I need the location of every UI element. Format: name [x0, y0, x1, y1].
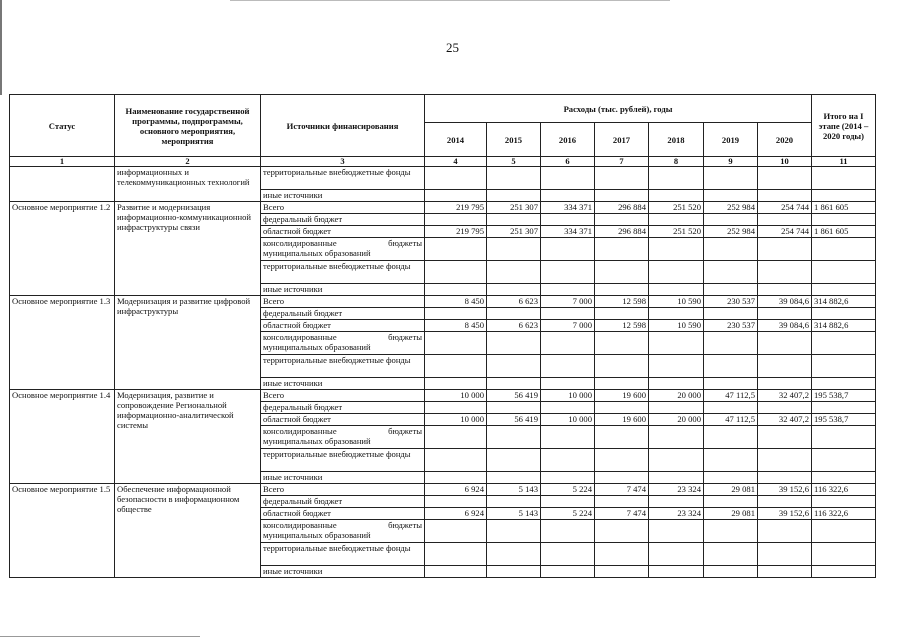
value-cell: [541, 543, 595, 566]
value-cell: [649, 214, 704, 226]
column-number: 8: [649, 157, 704, 167]
value-cell: [425, 472, 487, 484]
value-cell: [541, 449, 595, 472]
value-cell: [595, 332, 649, 355]
status-cell: Основное мероприятие 1.5: [10, 484, 115, 578]
status-cell: Основное мероприятие 1.3: [10, 296, 115, 390]
source-cell: иные источники: [261, 190, 425, 202]
value-cell: [758, 402, 812, 414]
value-cell: [649, 355, 704, 378]
value-cell: [649, 543, 704, 566]
value-cell: 6 924: [425, 508, 487, 520]
value-cell: [425, 520, 487, 543]
value-cell: [649, 167, 704, 190]
value-cell: 39 152,6: [758, 484, 812, 496]
value-cell: [425, 332, 487, 355]
value-cell: [649, 332, 704, 355]
value-cell: [541, 308, 595, 320]
value-cell: 47 112,5: [704, 390, 758, 402]
page-number: 25: [446, 40, 459, 55]
value-cell: 219 795: [425, 226, 487, 238]
column-number: 6: [541, 157, 595, 167]
value-cell: 8 450: [425, 296, 487, 308]
value-cell: [649, 378, 704, 390]
value-cell: [704, 472, 758, 484]
value-cell: [758, 449, 812, 472]
value-cell: [425, 167, 487, 190]
column-number: 2: [115, 157, 261, 167]
source-cell: территориальные внебюджетные фонды: [261, 543, 425, 566]
column-number: 1: [10, 157, 115, 167]
value-cell: 334 371: [541, 202, 595, 214]
total-cell: [812, 520, 876, 543]
value-cell: [487, 355, 541, 378]
source-cell: областной бюджет: [261, 226, 425, 238]
value-cell: 56 419: [487, 390, 541, 402]
source-cell: федеральный бюджет: [261, 308, 425, 320]
source-cell: Всего: [261, 484, 425, 496]
value-cell: [487, 332, 541, 355]
value-cell: 39 152,6: [758, 508, 812, 520]
source-cell: иные источники: [261, 284, 425, 296]
top-scan-rule: [230, 0, 670, 1]
value-cell: 252 984: [704, 202, 758, 214]
value-cell: [425, 566, 487, 578]
value-cell: [649, 238, 704, 261]
value-cell: [487, 426, 541, 449]
value-cell: 254 744: [758, 226, 812, 238]
value-cell: 32 407,2: [758, 390, 812, 402]
total-cell: 116 322,6: [812, 484, 876, 496]
source-cell: консолидированные бюджеты муниципальных образований: [261, 426, 425, 449]
value-cell: [704, 449, 758, 472]
value-cell: [425, 496, 487, 508]
source-cell: консолидированные бюджеты муниципальных образований: [261, 332, 425, 355]
total-cell: 314 882,6: [812, 320, 876, 332]
value-cell: [595, 378, 649, 390]
source-cell: иные источники: [261, 472, 425, 484]
value-cell: 10 000: [425, 390, 487, 402]
value-cell: [704, 284, 758, 296]
value-cell: [487, 378, 541, 390]
source-cell: Всего: [261, 296, 425, 308]
value-cell: [487, 449, 541, 472]
value-cell: 19 600: [595, 414, 649, 426]
value-cell: 7 000: [541, 320, 595, 332]
value-cell: 29 081: [704, 508, 758, 520]
value-cell: 252 984: [704, 226, 758, 238]
source-cell: федеральный бюджет: [261, 214, 425, 226]
value-cell: 251 520: [649, 226, 704, 238]
value-cell: 6 623: [487, 320, 541, 332]
value-cell: [704, 167, 758, 190]
value-cell: [758, 190, 812, 202]
table-row: [10, 202, 876, 214]
value-cell: 10 590: [649, 296, 704, 308]
value-cell: [704, 190, 758, 202]
value-cell: [595, 426, 649, 449]
value-cell: [487, 496, 541, 508]
value-cell: [425, 190, 487, 202]
source-cell: Всего: [261, 202, 425, 214]
table-row: [10, 484, 876, 496]
value-cell: 251 307: [487, 202, 541, 214]
total-cell: [812, 496, 876, 508]
value-cell: [649, 472, 704, 484]
value-cell: 47 112,5: [704, 414, 758, 426]
value-cell: [541, 261, 595, 284]
value-cell: [541, 378, 595, 390]
value-cell: [595, 308, 649, 320]
source-cell: территориальные внебюджетные фонды: [261, 355, 425, 378]
value-cell: [425, 308, 487, 320]
value-cell: [541, 402, 595, 414]
value-cell: [541, 520, 595, 543]
total-cell: [812, 308, 876, 320]
value-cell: [649, 261, 704, 284]
value-cell: [487, 167, 541, 190]
value-cell: 19 600: [595, 390, 649, 402]
value-cell: 23 324: [649, 484, 704, 496]
total-cell: [812, 449, 876, 472]
total-cell: [812, 190, 876, 202]
value-cell: [704, 355, 758, 378]
value-cell: 20 000: [649, 390, 704, 402]
value-cell: [425, 214, 487, 226]
value-cell: 39 084,6: [758, 296, 812, 308]
value-cell: [425, 426, 487, 449]
value-cell: [425, 449, 487, 472]
source-cell: консолидированные бюджеты муниципальных образований: [261, 520, 425, 543]
value-cell: 5 224: [541, 508, 595, 520]
value-cell: 10 000: [541, 390, 595, 402]
total-cell: [812, 332, 876, 355]
value-cell: [704, 332, 758, 355]
value-cell: [758, 355, 812, 378]
value-cell: [649, 190, 704, 202]
value-cell: [595, 214, 649, 226]
value-cell: [487, 284, 541, 296]
measure-name-cell: Модернизация, развитие и сопровождение Региональной информационно-аналитической системы: [115, 390, 261, 484]
table-body: [10, 167, 876, 578]
value-cell: [758, 284, 812, 296]
header-name: Наименование государственной программы, подпрограммы, основного мероприятия, мероприятия: [115, 95, 261, 157]
value-cell: [595, 167, 649, 190]
total-cell: [812, 566, 876, 578]
value-cell: [541, 190, 595, 202]
bottom-scan-rule: [0, 636, 200, 637]
value-cell: [595, 566, 649, 578]
value-cell: [541, 167, 595, 190]
column-number: 5: [487, 157, 541, 167]
value-cell: 10 000: [541, 414, 595, 426]
value-cell: [487, 190, 541, 202]
value-cell: [758, 426, 812, 449]
value-cell: 5 143: [487, 508, 541, 520]
value-cell: [425, 402, 487, 414]
value-cell: [649, 520, 704, 543]
header-year: 2015: [487, 123, 541, 157]
total-cell: [812, 355, 876, 378]
value-cell: [758, 566, 812, 578]
source-cell: иные источники: [261, 566, 425, 578]
value-cell: 251 520: [649, 202, 704, 214]
value-cell: [595, 238, 649, 261]
value-cell: [649, 308, 704, 320]
value-cell: [649, 284, 704, 296]
value-cell: 8 450: [425, 320, 487, 332]
value-cell: 12 598: [595, 296, 649, 308]
table-row: [10, 296, 876, 308]
value-cell: [487, 402, 541, 414]
value-cell: 5 224: [541, 484, 595, 496]
budget-table: [9, 94, 876, 578]
value-cell: [541, 332, 595, 355]
value-cell: [758, 472, 812, 484]
value-cell: 5 143: [487, 484, 541, 496]
value-cell: [704, 214, 758, 226]
total-cell: [812, 284, 876, 296]
header-sources: Источники финансирования: [261, 95, 425, 157]
measure-name-cell: Обеспечение информационной безопасности в информационном обществе: [115, 484, 261, 578]
column-number: 11: [812, 157, 876, 167]
value-cell: [649, 426, 704, 449]
column-number: 3: [261, 157, 425, 167]
source-cell: территориальные внебюджетные фонды: [261, 449, 425, 472]
value-cell: 10 000: [425, 414, 487, 426]
column-number: 7: [595, 157, 649, 167]
column-number: 10: [758, 157, 812, 167]
value-cell: [595, 543, 649, 566]
value-cell: [758, 214, 812, 226]
value-cell: 56 419: [487, 414, 541, 426]
value-cell: [541, 566, 595, 578]
value-cell: [487, 543, 541, 566]
total-cell: [812, 472, 876, 484]
header-status: Статус: [10, 95, 115, 157]
header-expenses: Расходы (тыс. рублей), годы: [425, 95, 812, 123]
value-cell: [649, 449, 704, 472]
value-cell: [595, 520, 649, 543]
value-cell: [758, 308, 812, 320]
continuation-name-cell: информационных и телекоммуникационных технологий: [115, 167, 261, 202]
total-cell: [812, 402, 876, 414]
column-number: 9: [704, 157, 758, 167]
value-cell: 296 884: [595, 202, 649, 214]
value-cell: 296 884: [595, 226, 649, 238]
measure-name-cell: Модернизация и развитие цифровой инфраструктуры: [115, 296, 261, 390]
value-cell: [704, 543, 758, 566]
value-cell: [595, 190, 649, 202]
source-cell: иные источники: [261, 378, 425, 390]
value-cell: [425, 284, 487, 296]
value-cell: [541, 496, 595, 508]
value-cell: [704, 308, 758, 320]
total-cell: 1 861 605: [812, 202, 876, 214]
source-cell: областной бюджет: [261, 320, 425, 332]
value-cell: [758, 496, 812, 508]
value-cell: [758, 238, 812, 261]
value-cell: [541, 355, 595, 378]
source-cell: консолидированные бюджеты муниципальных образований: [261, 238, 425, 261]
total-cell: 1 861 605: [812, 226, 876, 238]
value-cell: [758, 378, 812, 390]
value-cell: [758, 332, 812, 355]
value-cell: [425, 261, 487, 284]
value-cell: [487, 566, 541, 578]
source-cell: федеральный бюджет: [261, 402, 425, 414]
source-cell: федеральный бюджет: [261, 496, 425, 508]
value-cell: [487, 308, 541, 320]
total-cell: [812, 426, 876, 449]
value-cell: [425, 238, 487, 261]
total-cell: [812, 214, 876, 226]
value-cell: 6 924: [425, 484, 487, 496]
header-year: 2014: [425, 123, 487, 157]
header-total: Итого на I этапе (2014 – 2020 годы): [812, 95, 876, 157]
total-cell: [812, 543, 876, 566]
table-row: [10, 167, 876, 190]
value-cell: [704, 496, 758, 508]
total-cell: [812, 261, 876, 284]
value-cell: [704, 238, 758, 261]
value-cell: [595, 449, 649, 472]
total-cell: 116 322,6: [812, 508, 876, 520]
value-cell: [704, 426, 758, 449]
value-cell: [595, 355, 649, 378]
value-cell: [704, 378, 758, 390]
table-row: [10, 390, 876, 402]
header-year: 2016: [541, 123, 595, 157]
value-cell: 7 474: [595, 484, 649, 496]
value-cell: 7 474: [595, 508, 649, 520]
status-cell: Основное мероприятие 1.4: [10, 390, 115, 484]
value-cell: [425, 355, 487, 378]
value-cell: 29 081: [704, 484, 758, 496]
status-cell: Основное мероприятие 1.2: [10, 202, 115, 296]
source-cell: территориальные внебюджетные фонды: [261, 261, 425, 284]
header-year: 2019: [704, 123, 758, 157]
total-cell: [812, 167, 876, 190]
source-cell: областной бюджет: [261, 508, 425, 520]
value-cell: [595, 261, 649, 284]
value-cell: [487, 261, 541, 284]
value-cell: [487, 520, 541, 543]
header-year: 2018: [649, 123, 704, 157]
value-cell: [541, 284, 595, 296]
status-cell-empty: [10, 167, 115, 202]
value-cell: [649, 496, 704, 508]
value-cell: [758, 543, 812, 566]
total-cell: [812, 238, 876, 261]
value-cell: 230 537: [704, 320, 758, 332]
value-cell: [541, 214, 595, 226]
measure-name-cell: Развитие и модернизация информационно-коммуникационной инфраструктуры связи: [115, 202, 261, 296]
value-cell: 32 407,2: [758, 414, 812, 426]
value-cell: [649, 566, 704, 578]
total-cell: [812, 378, 876, 390]
value-cell: [541, 472, 595, 484]
value-cell: [595, 472, 649, 484]
value-cell: [595, 402, 649, 414]
value-cell: 39 084,6: [758, 320, 812, 332]
value-cell: [758, 261, 812, 284]
header-year: 2017: [595, 123, 649, 157]
value-cell: 23 324: [649, 508, 704, 520]
value-cell: [758, 520, 812, 543]
total-cell: 195 538,7: [812, 390, 876, 402]
value-cell: 251 307: [487, 226, 541, 238]
value-cell: 334 371: [541, 226, 595, 238]
value-cell: 6 623: [487, 296, 541, 308]
source-cell: областной бюджет: [261, 414, 425, 426]
value-cell: [704, 520, 758, 543]
total-cell: 195 538,7: [812, 414, 876, 426]
table-header: [10, 95, 876, 167]
column-number: 4: [425, 157, 487, 167]
value-cell: [425, 378, 487, 390]
value-cell: [541, 426, 595, 449]
source-cell: Всего: [261, 390, 425, 402]
header-year: 2020: [758, 123, 812, 157]
value-cell: 219 795: [425, 202, 487, 214]
value-cell: [595, 496, 649, 508]
value-cell: 20 000: [649, 414, 704, 426]
value-cell: [649, 402, 704, 414]
value-cell: [487, 238, 541, 261]
value-cell: 12 598: [595, 320, 649, 332]
value-cell: [425, 543, 487, 566]
value-cell: [541, 238, 595, 261]
value-cell: [704, 566, 758, 578]
value-cell: [704, 402, 758, 414]
value-cell: [487, 472, 541, 484]
value-cell: 254 744: [758, 202, 812, 214]
total-cell: 314 882,6: [812, 296, 876, 308]
value-cell: [704, 261, 758, 284]
value-cell: [758, 167, 812, 190]
value-cell: [487, 214, 541, 226]
source-cell: территориальные внебюджетные фонды: [261, 167, 425, 190]
value-cell: 10 590: [649, 320, 704, 332]
value-cell: 7 000: [541, 296, 595, 308]
value-cell: [595, 284, 649, 296]
value-cell: 230 537: [704, 296, 758, 308]
